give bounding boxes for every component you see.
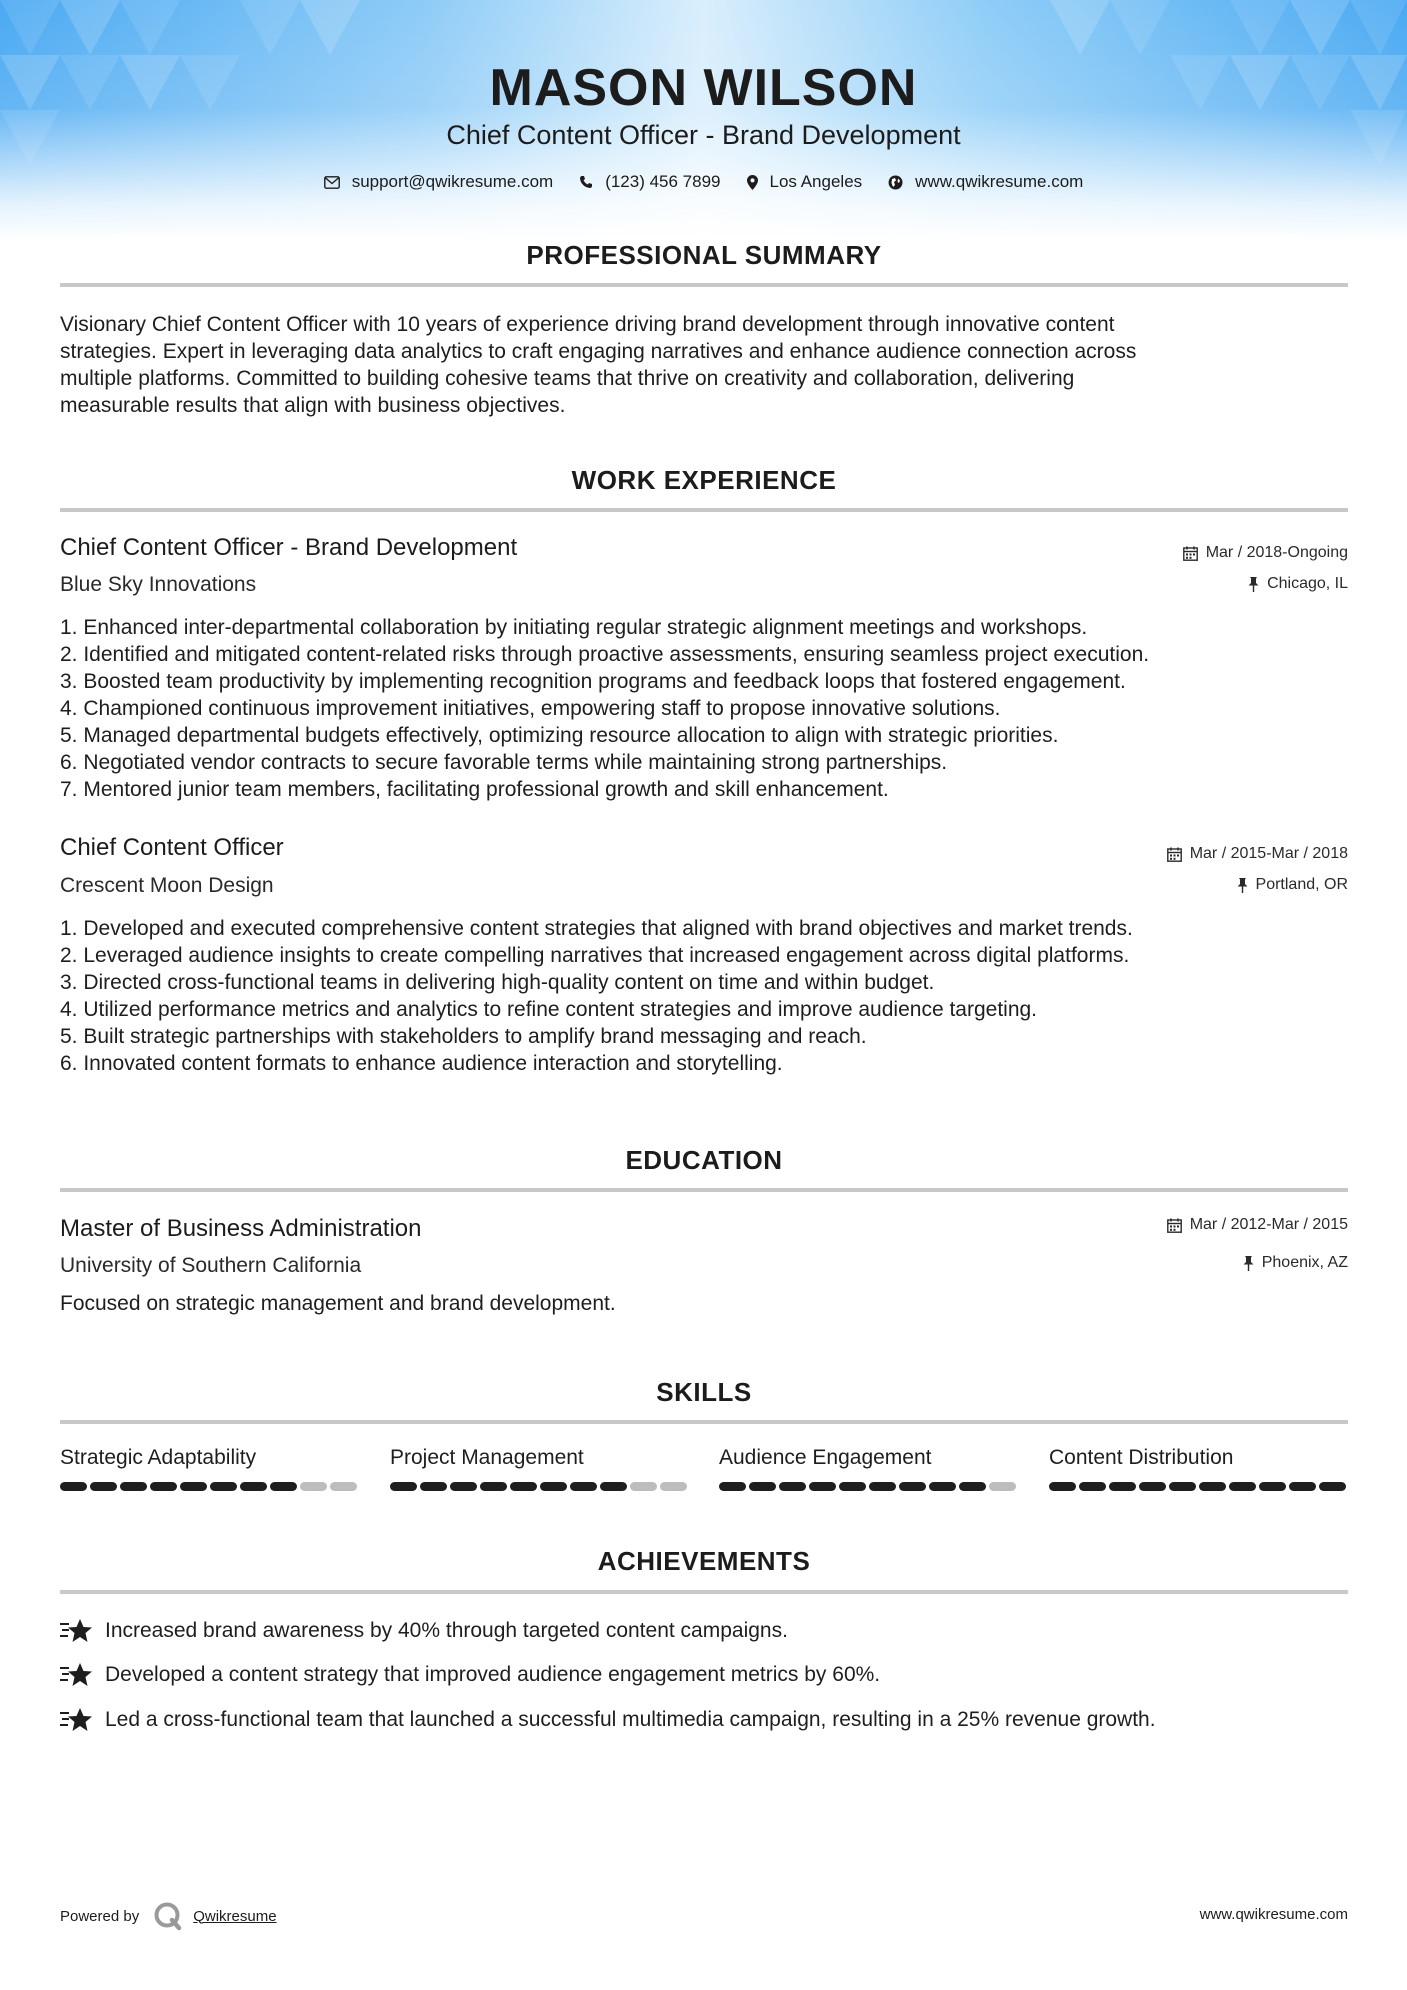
education-dates-text: Mar / 2012-Mar / 2015 xyxy=(1189,1216,1348,1233)
resume-header xyxy=(0,0,1407,240)
education-location-text: Phoenix, AZ xyxy=(1261,1254,1348,1271)
degree-title: Master of Business Administration xyxy=(60,1215,422,1242)
pin-icon xyxy=(1243,1256,1254,1271)
skill-segment-filled xyxy=(450,1482,477,1491)
list-item: 1. Enhanced inter-departmental collaboration by initiating regular strategic alignment meetings and workshops. xyxy=(60,616,1088,639)
education-description: Focused on strategic management and brand development. xyxy=(60,1292,616,1315)
skill-segment-empty xyxy=(330,1482,357,1491)
skill-segment-filled xyxy=(1319,1482,1346,1491)
skill-segment-filled xyxy=(1139,1482,1166,1491)
achievement-text: Led a cross-functional team that launched a successful multimedia campaign, resulting in a 25% revenue growth. xyxy=(105,1708,1156,1731)
achievement-text: Developed a content strategy that improved audience engagement metrics by 60%. xyxy=(105,1663,881,1686)
experience-divider xyxy=(60,508,1348,512)
pin-icon xyxy=(1248,577,1259,592)
achievement-text: Increased brand awareness by 40% through targeted content campaigns. xyxy=(105,1619,788,1642)
list-item: 5. Built strategic partnerships with stakeholders to amplify brand messaging and reach. xyxy=(60,1025,867,1048)
star-award-icon xyxy=(60,1707,93,1733)
skill-segment-filled xyxy=(779,1482,806,1491)
list-item: 3. Boosted team productivity by implementing recognition programs and feedback loops that fostered engagement. xyxy=(60,670,1126,693)
skill-segment-empty xyxy=(660,1482,687,1491)
skill-name: Project Management xyxy=(390,1446,584,1469)
skill-segment-filled xyxy=(1199,1482,1226,1491)
calendar-icon xyxy=(1167,1218,1182,1233)
job-company: Crescent Moon Design xyxy=(60,874,274,897)
skill-segment-filled xyxy=(839,1482,866,1491)
powered-by-label: Powered by xyxy=(60,1907,140,1925)
skill-segment-filled xyxy=(210,1482,237,1491)
achievements-divider xyxy=(60,1590,1348,1594)
skill-item xyxy=(60,1446,360,1491)
summary-line: measurable results that align with business objectives. xyxy=(60,394,566,417)
list-item: 2. Identified and mitigated content-related risks through proactive assessments, ensuring seamless project execution. xyxy=(60,643,1150,666)
skill-level-bar xyxy=(719,1482,1019,1491)
skill-segment-filled xyxy=(749,1482,776,1491)
skill-name: Strategic Adaptability xyxy=(60,1446,257,1469)
skill-segment-filled xyxy=(240,1482,267,1491)
skill-segment-filled xyxy=(180,1482,207,1491)
skill-name: Content Distribution xyxy=(1049,1446,1234,1469)
achievement-item xyxy=(60,1707,1156,1733)
job-location-text: Chicago, IL xyxy=(1267,575,1348,592)
job-location xyxy=(1237,876,1348,894)
phone-text: (123) 456 7899 xyxy=(605,172,721,191)
job-bullets xyxy=(60,915,1350,1077)
globe-icon xyxy=(888,175,903,190)
skill-segment-filled xyxy=(150,1482,177,1491)
skill-level-bar xyxy=(60,1482,360,1491)
achievement-item xyxy=(60,1662,880,1688)
skill-segment-filled xyxy=(959,1482,986,1491)
skill-segment-filled xyxy=(929,1482,956,1491)
skills-divider xyxy=(60,1420,1348,1424)
education-heading: EDUCATION xyxy=(625,1145,783,1175)
list-item: 1. Developed and executed comprehensive content strategies that aligned with brand objectives and market trends. xyxy=(60,917,1133,940)
skill-segment-filled xyxy=(480,1482,507,1491)
star-award-icon xyxy=(60,1618,93,1644)
skill-segment-filled xyxy=(1169,1482,1196,1491)
candidate-name: MASON WILSON xyxy=(489,59,918,117)
education-location xyxy=(1243,1254,1348,1272)
qwikresume-link[interactable]: Qwikresume xyxy=(193,1907,277,1925)
contact-location xyxy=(747,172,863,192)
skill-segment-filled xyxy=(540,1482,567,1491)
job-dates-text: Mar / 2018-Ongoing xyxy=(1205,544,1348,561)
list-item: 5. Managed departmental budgets effectively, optimizing resource allocation to align with strategic priorities. xyxy=(60,724,1059,747)
map-marker-icon xyxy=(747,175,758,190)
experience-heading: WORK EXPERIENCE xyxy=(571,465,837,495)
list-item: 3. Directed cross-functional teams in delivering high-quality content on time and within budget. xyxy=(60,971,935,994)
skill-segment-filled xyxy=(600,1482,627,1491)
skill-segment-filled xyxy=(420,1482,447,1491)
website-text: www.qwikresume.com xyxy=(915,172,1084,191)
summary-line: multiple platforms. Committed to building cohesive teams that thrive on creativity and collaboration, delivering xyxy=(60,367,1075,390)
footer-website[interactable]: www.qwikresume.com xyxy=(1199,1906,1348,1923)
summary-text xyxy=(60,311,1350,419)
skill-segment-empty xyxy=(300,1482,327,1491)
list-item: 6. Negotiated vendor contracts to secure favorable terms while maintaining strong partnerships. xyxy=(60,751,948,774)
skill-item xyxy=(719,1446,1019,1491)
job-bullets xyxy=(60,614,1350,803)
achievement-item xyxy=(60,1618,788,1644)
skill-segment-filled xyxy=(1109,1482,1136,1491)
contact-email[interactable] xyxy=(324,172,554,192)
job-dates xyxy=(1167,845,1348,863)
job-dates-text: Mar / 2015-Mar / 2018 xyxy=(1189,845,1348,862)
job-location xyxy=(1248,575,1348,593)
skill-segment-filled xyxy=(60,1482,87,1491)
skills-heading: SKILLS xyxy=(656,1377,752,1407)
skill-level-bar xyxy=(390,1482,690,1491)
skill-segment-filled xyxy=(1259,1482,1286,1491)
school-name: University of Southern California xyxy=(60,1254,362,1277)
pin-icon xyxy=(1237,878,1248,893)
skill-segment-filled xyxy=(899,1482,926,1491)
contact-website[interactable] xyxy=(888,172,1083,192)
calendar-icon xyxy=(1183,546,1198,561)
education-divider xyxy=(60,1188,1348,1192)
skill-level-bar xyxy=(1049,1482,1349,1491)
skill-item xyxy=(390,1446,690,1491)
skill-segment-filled xyxy=(390,1482,417,1491)
skill-segment-filled xyxy=(1289,1482,1316,1491)
star-award-icon xyxy=(60,1662,93,1688)
skill-segment-filled xyxy=(719,1482,746,1491)
contact-row xyxy=(0,172,1407,192)
skill-segment-filled xyxy=(570,1482,597,1491)
candidate-title: Chief Content Officer - Brand Development xyxy=(446,120,961,150)
summary-line: Visionary Chief Content Officer with 10 years of experience driving brand development through innovative content xyxy=(60,313,1115,336)
skill-segment-filled xyxy=(1229,1482,1256,1491)
calendar-icon xyxy=(1167,847,1182,862)
list-item: 4. Utilized performance metrics and analytics to refine content strategies and improve audience targeting. xyxy=(60,998,1038,1021)
list-item: 4. Championed continuous improvement initiatives, empowering staff to propose innovative solutions. xyxy=(60,697,1001,720)
job-title: Chief Content Officer - Brand Development xyxy=(60,534,518,561)
skill-segment-filled xyxy=(1079,1482,1106,1491)
job-title: Chief Content Officer xyxy=(60,834,284,861)
skill-segment-filled xyxy=(1049,1482,1076,1491)
email-text: support@qwikresume.com xyxy=(351,172,554,191)
job-location-text: Portland, OR xyxy=(1255,876,1348,893)
skill-segment-filled xyxy=(809,1482,836,1491)
skill-segment-empty xyxy=(989,1482,1016,1491)
envelope-icon xyxy=(324,176,340,189)
skill-segment-empty xyxy=(630,1482,657,1491)
summary-divider xyxy=(60,283,1348,287)
skill-item xyxy=(1049,1446,1349,1491)
footer-powered-by xyxy=(60,1901,277,1931)
skill-segment-filled xyxy=(120,1482,147,1491)
list-item: 7. Mentored junior team members, facilitating professional growth and skill enhancement. xyxy=(60,778,889,801)
qwikresume-logo-icon xyxy=(153,1901,183,1931)
summary-heading: PROFESSIONAL SUMMARY xyxy=(526,240,882,270)
skill-name: Audience Engagement xyxy=(719,1446,932,1469)
skill-segment-filled xyxy=(90,1482,117,1491)
phone-icon xyxy=(579,175,593,189)
job-company: Blue Sky Innovations xyxy=(60,573,257,596)
achievements-heading: ACHIEVEMENTS xyxy=(597,1546,811,1576)
skill-segment-filled xyxy=(869,1482,896,1491)
job-dates xyxy=(1183,544,1348,562)
skill-segment-filled xyxy=(510,1482,537,1491)
list-item: 2. Leveraged audience insights to create compelling narratives that increased engagement across digital platforms. xyxy=(60,944,1130,967)
location-text: Los Angeles xyxy=(769,172,863,191)
education-dates xyxy=(1167,1216,1348,1234)
summary-line: strategies. Expert in leveraging data analytics to craft engaging narratives and enhance audience connection across xyxy=(60,340,1137,363)
skill-segment-filled xyxy=(270,1482,297,1491)
contact-phone[interactable] xyxy=(579,172,720,192)
list-item: 6. Innovated content formats to enhance audience interaction and storytelling. xyxy=(60,1052,783,1075)
